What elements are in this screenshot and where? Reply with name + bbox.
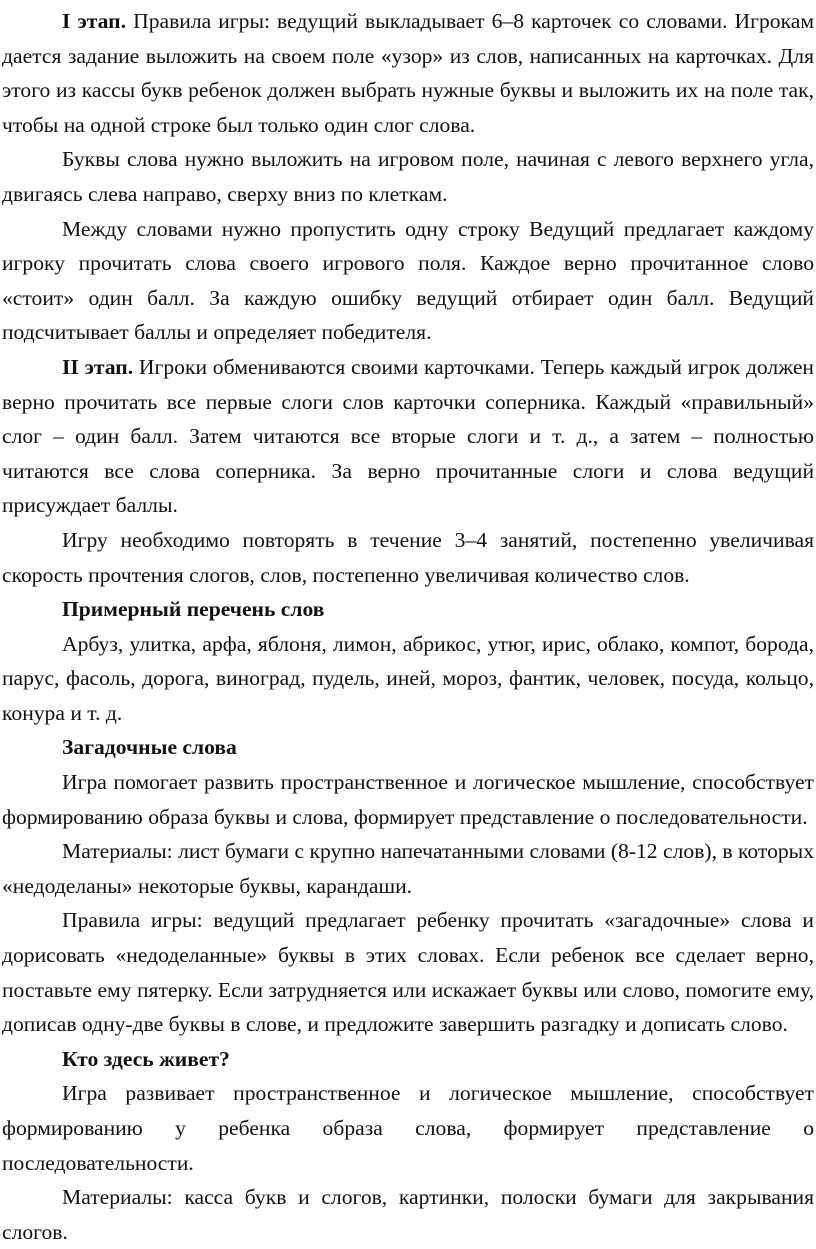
stage-2-label: II этап. bbox=[62, 354, 134, 379]
paragraph-mystery-purpose: Игра помогает развить пространственное и логическое мышление, способствует формированию образа буквы и слова, формирует представление о последовательности. bbox=[2, 770, 814, 829]
paragraph-repeat: Игру необходимо повторять в течение 3–4 занятий, постепенно увеличивая скорость прочтения слогов, слов, постепенно увеличивая количество слов. bbox=[2, 527, 814, 587]
paragraph-who-lives-materials: Материалы: касса букв и слогов, картинки, полоски бумаги для закрывания слогов. bbox=[2, 1185, 814, 1244]
stage-1-label: I этап. bbox=[62, 9, 127, 33]
heading-word-list: Примерный перечень слов bbox=[62, 597, 325, 622]
heading-mystery-words: Загадочные слова bbox=[62, 735, 237, 760]
stage-2-text: Игроки обмениваются своими карточками. Теперь каждый игрок должен верно прочитать все первые слоги слов карточки соперника. Каждый «правильный» слог – один балл. Затем читаются все вторые слоги и т. д., а затем – полностью читаются все слова соперника. За верно прочитанные слоги и слова ведущий присуждает баллы. bbox=[2, 354, 814, 518]
paragraph-word-list: Арбуз, улитка, арфа, яблоня, лимон, абрикос, утюг, ирис, облако, компот, борода, парус, фасоль, дорога, виноград, пудель, иней, мороз, фантик, человек, посуда, кольцо, конура и т. д. bbox=[2, 631, 814, 725]
stage-1-text: Правила игры: ведущий выкладывает 6–8 карточек со словами. Игрокам дается задание выложить на своем поле «узор» из слов, написанных на карточках. Для этого из кассы букв ребенок должен выбрать нужные буквы и выложить их на поле так, чтобы на одной строке был только один слог слова. bbox=[2, 9, 814, 137]
paragraph-scoring: Между словами нужно пропустить одну строку Ведущий предлагает каждому игроку прочитать слова своего игрового поля. Каждое верно прочитанное слово «стоит» один балл. За каждую ошибку ведущий отбирает один балл. Ведущий подсчитывает баллы и определяет победителя. bbox=[2, 216, 814, 345]
paragraph-stage-1 bbox=[2, 4, 814, 142]
paragraph-mystery-materials: Материалы: лист бумаги с крупно напечатанными словами (8-12 слов), в которых «недоделаны» некоторые буквы, карандаши. bbox=[2, 839, 814, 898]
paragraph-field-layout: Буквы слова нужно выложить на игровом поле, начиная с левого верхнего угла, двигаясь слева направо, сверху вниз по клеткам. bbox=[2, 147, 814, 206]
paragraph-mystery-rules: Правила игры: ведущий предлагает ребенку прочитать «загадочные» слова и дорисовать «недоделанные» буквы в этих словах. Если ребенок все сделает верно, поставьте ему пятерку. Если затрудняется или искажает буквы или слово, помогите ему, дописав одну-две буквы в слове, и предложите завершить разгадку и дописать слово. bbox=[2, 908, 814, 1037]
heading-who-lives-here: Кто здесь живет? bbox=[62, 1046, 230, 1071]
paragraph-stage-2 bbox=[2, 350, 814, 523]
paragraph-who-lives-purpose: Игра развивает пространственное и логическое мышление, способствует формированию у ребенка образа слова, формирует представление о последовательности. bbox=[2, 1081, 814, 1175]
